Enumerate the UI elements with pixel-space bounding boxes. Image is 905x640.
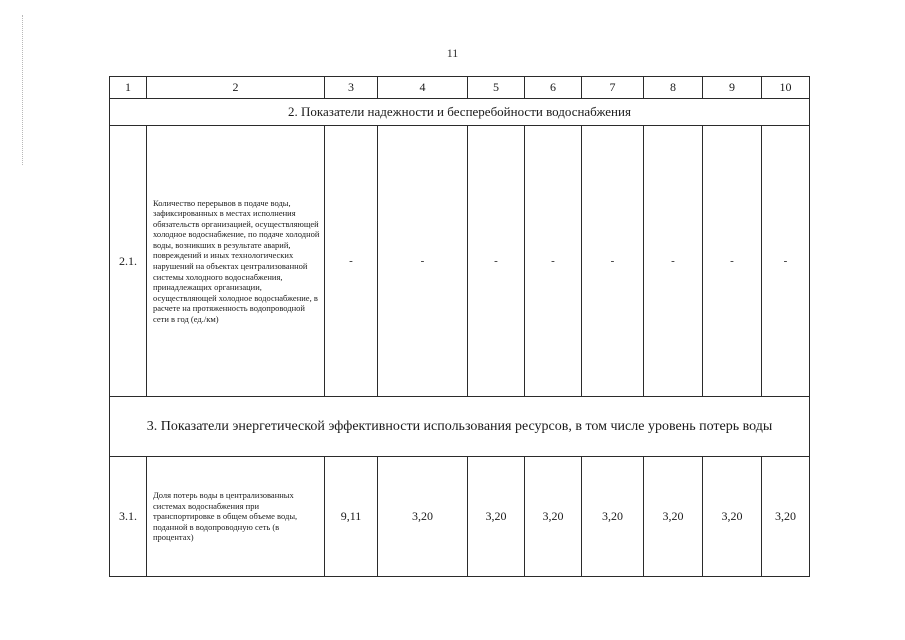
value-cell: - bbox=[703, 126, 762, 397]
value-cell: 3,20 bbox=[762, 457, 810, 577]
column-number-row bbox=[110, 77, 810, 99]
section-2-title: 2. Показатели надежности и бесперебойности водоснабжения bbox=[110, 99, 810, 126]
table-row bbox=[110, 126, 810, 397]
value-cell: 3,20 bbox=[644, 457, 703, 577]
column-number: 10 bbox=[762, 77, 810, 99]
section-3-title: 3. Показатели энергетической эффективности использования ресурсов, в том числе уровень потерь воды bbox=[110, 397, 810, 457]
value-cell: 3,20 bbox=[468, 457, 525, 577]
column-number: 4 bbox=[378, 77, 468, 99]
column-number: 2 bbox=[147, 77, 325, 99]
page-edge-line bbox=[22, 15, 23, 165]
row-number: 2.1. bbox=[110, 126, 147, 397]
value-cell: - bbox=[762, 126, 810, 397]
column-number: 8 bbox=[644, 77, 703, 99]
column-number: 9 bbox=[703, 77, 762, 99]
value-cell: - bbox=[325, 126, 378, 397]
section-header-row bbox=[110, 99, 810, 126]
value-cell: 3,20 bbox=[703, 457, 762, 577]
section-header-row bbox=[110, 397, 810, 457]
row-number: 3.1. bbox=[110, 457, 147, 577]
column-number: 3 bbox=[325, 77, 378, 99]
value-cell: - bbox=[525, 126, 582, 397]
value-cell: - bbox=[468, 126, 525, 397]
column-number: 7 bbox=[582, 77, 644, 99]
column-number: 1 bbox=[110, 77, 147, 99]
table-row bbox=[110, 457, 810, 577]
value-cell: 3,20 bbox=[582, 457, 644, 577]
page-number: 11 bbox=[446, 46, 459, 60]
indicators-table bbox=[109, 76, 810, 577]
column-number: 6 bbox=[525, 77, 582, 99]
column-number: 5 bbox=[468, 77, 525, 99]
value-cell: - bbox=[644, 126, 703, 397]
value-cell: 9,11 bbox=[325, 457, 378, 577]
row-description: Количество перерывов в подаче воды, зафиксированных в местах исполнения обязательств организацией, осуществляющей холодное водоснабжение, по подаче холодной воды, возникших в результате аварий, повреждений и иных технологических нарушений на объектах централизованной системы холодного водоснабжения, принадлежащих организации, осуществляющей холодное водоснабжение, в расчете на протяженность водопроводной сети в год (ед./км) bbox=[147, 126, 325, 397]
value-cell: 3,20 bbox=[378, 457, 468, 577]
value-cell: - bbox=[378, 126, 468, 397]
value-cell: - bbox=[582, 126, 644, 397]
row-description: Доля потерь воды в централизованных системах водоснабжения при транспортировке в общем объеме воды, поданной в водопроводную сеть (в процентах) bbox=[147, 457, 325, 577]
value-cell: 3,20 bbox=[525, 457, 582, 577]
